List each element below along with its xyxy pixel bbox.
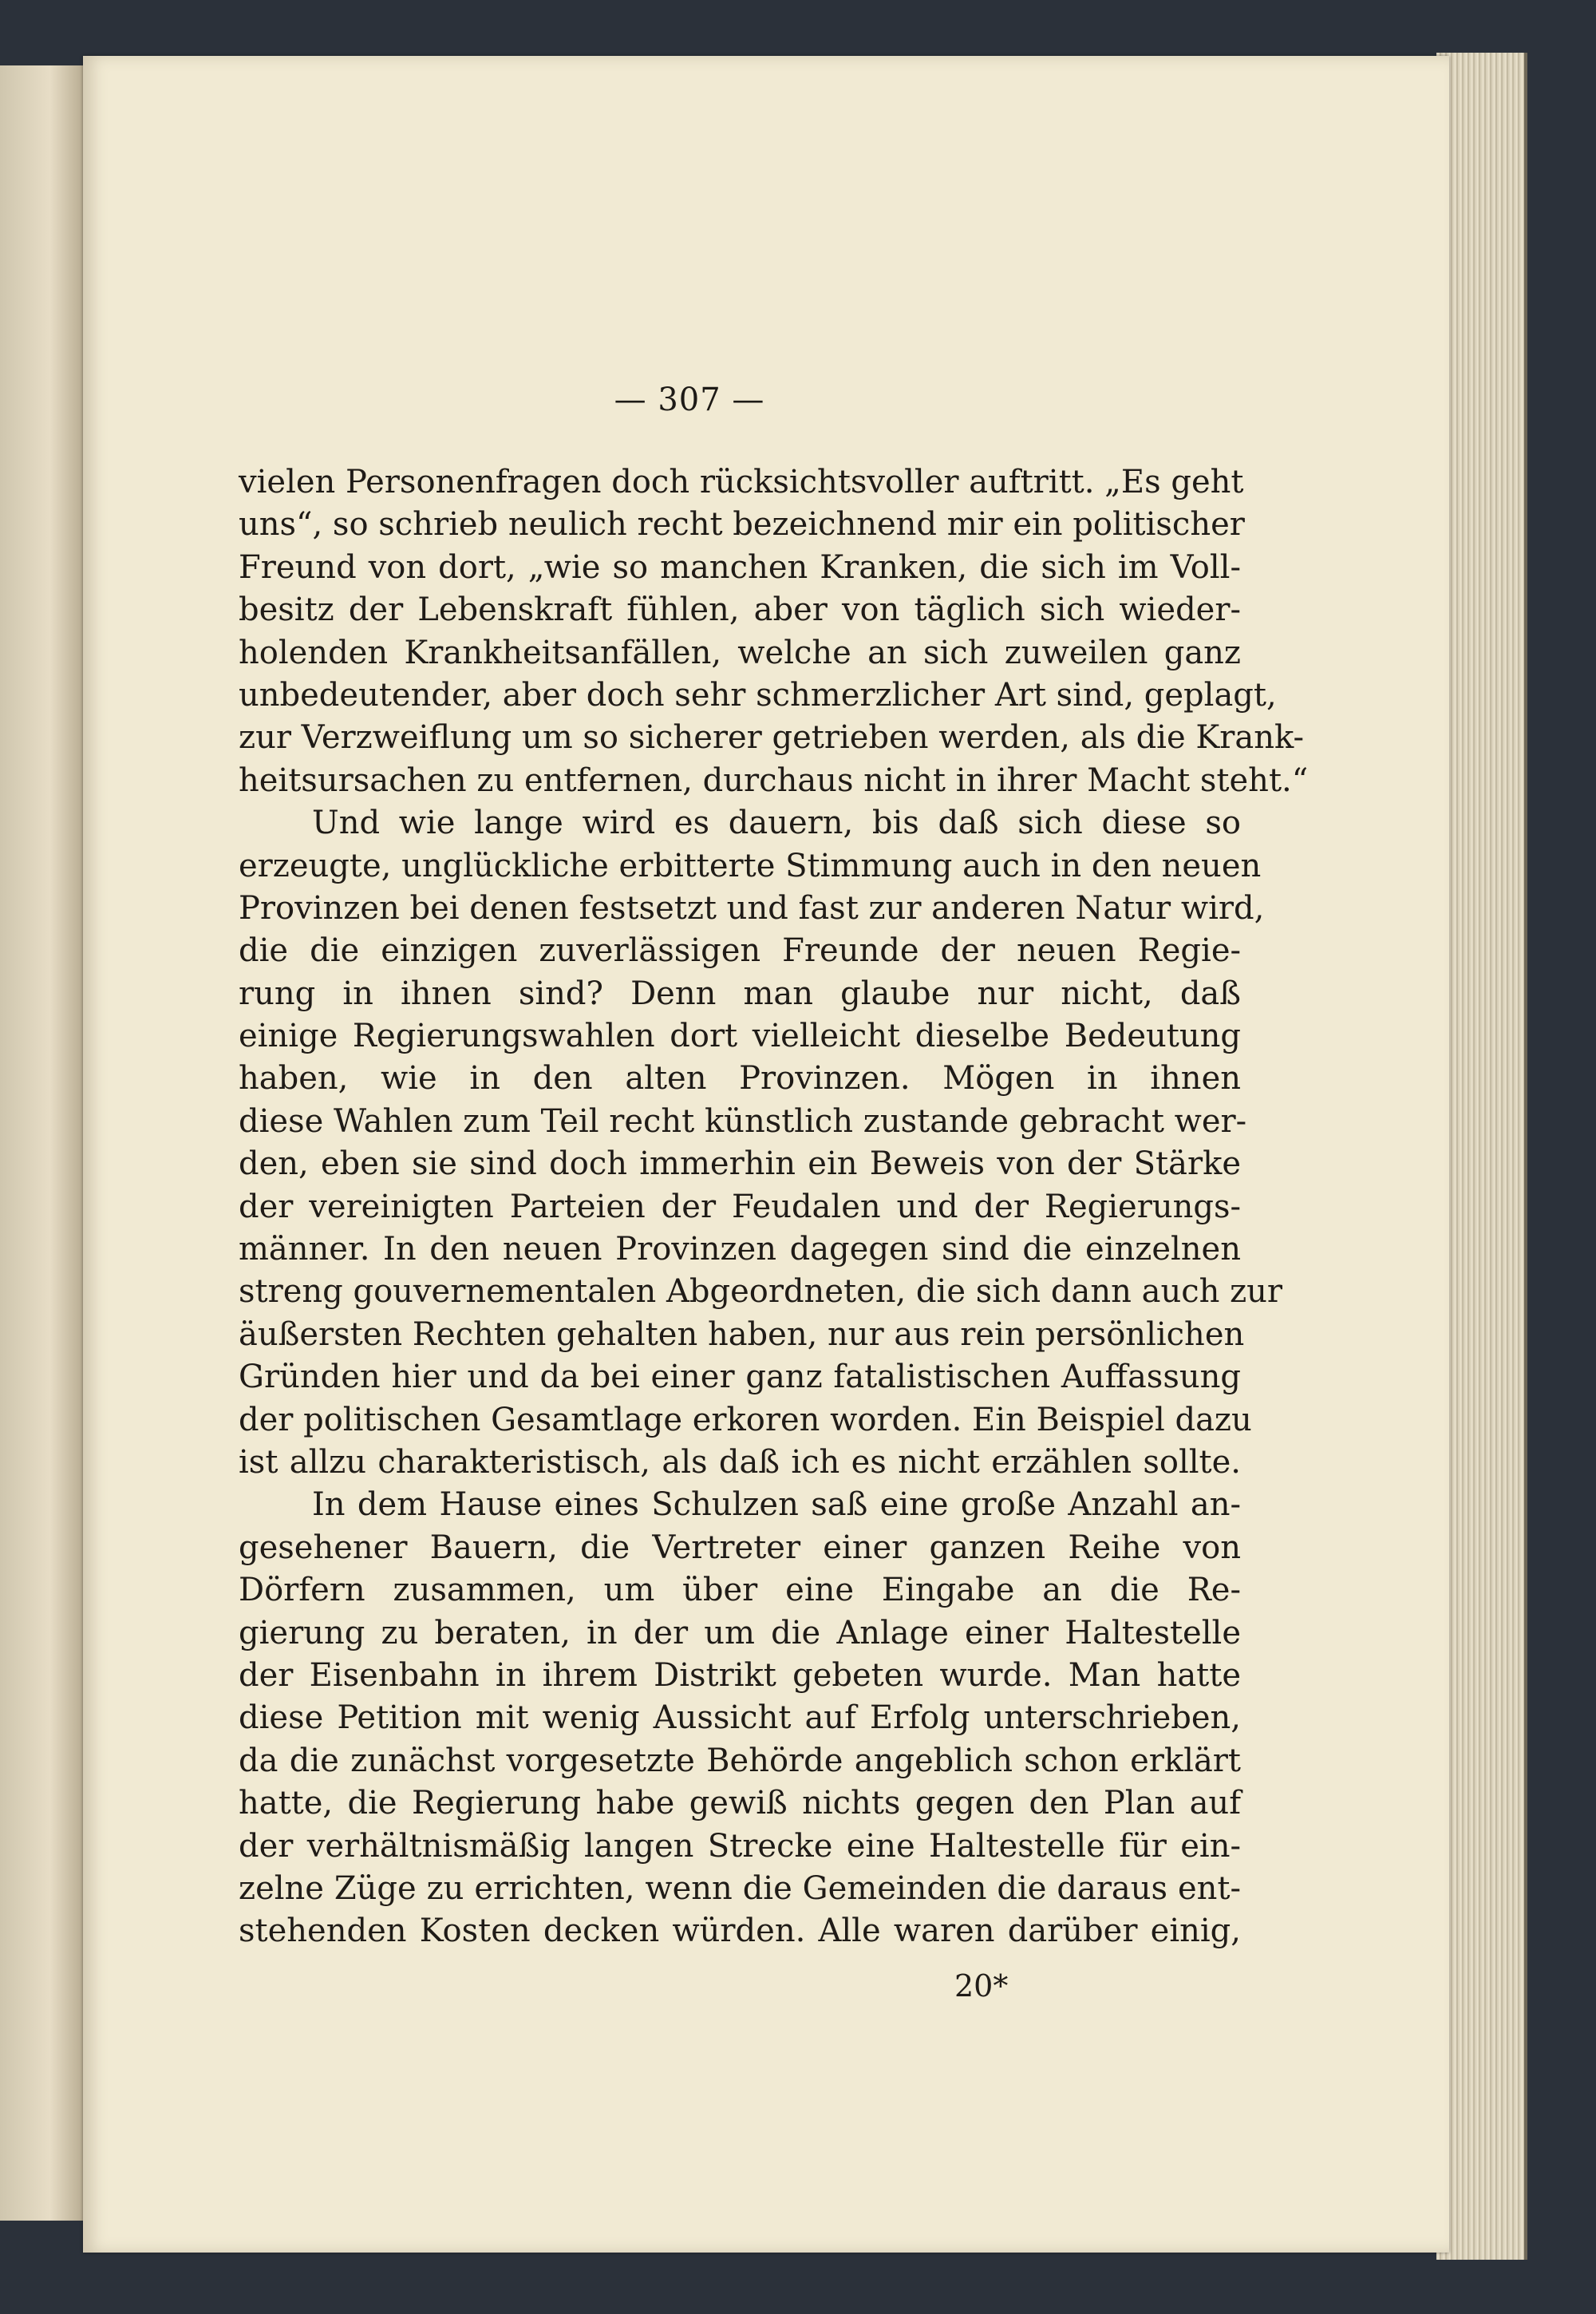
signature-mark: 20*: [954, 1968, 1009, 2003]
text-line: zur Verzweiflung um so sicherer getrieben werden, als die Krank-: [239, 719, 1305, 757]
text-line: da die zunächst vorgesetzte Behörde angeblich schon erklärt: [239, 1742, 1241, 1779]
text-line: einige Regierungswahlen dort vielleicht dieselbe Bedeutung: [239, 1018, 1241, 1055]
page-stack-edge: [1436, 53, 1527, 2260]
text-line: männer. In den neuen Provinzen dagegen sind die einzelnen: [239, 1231, 1241, 1268]
text-line: Freund von dort, „wie so manchen Kranken, die sich im Voll-: [239, 548, 1241, 586]
text-line: den, eben sie sind doch immerhin ein Beweis von der Stärke: [239, 1145, 1241, 1183]
text-line: unbedeutender, aber doch sehr schmerzlicher Art sind, geplagt,: [239, 676, 1277, 714]
text-line: In dem Hause eines Schulzen saß eine große Anzahl an-: [312, 1486, 1241, 1524]
text-line: besitz der Lebenskraft fühlen, aber von täglich sich wieder-: [239, 591, 1241, 629]
text-line: diese Petition mit wenig Aussicht auf Erfolg unterschrieben,: [239, 1699, 1241, 1737]
text-line: stehenden Kosten decken würden. Alle waren darüber einig,: [239, 1913, 1241, 1950]
text-line: vielen Personenfragen doch rücksichtsvoller auftritt. „Es geht: [239, 464, 1244, 500]
text-line: der vereinigten Parteien der Feudalen und der Regierungs-: [239, 1188, 1241, 1225]
text-line: zelne Züge zu errichten, wenn die Gemeinden die daraus ent-: [239, 1869, 1241, 1907]
body-text: [239, 461, 1309, 1953]
text-line: hatte, die Regierung habe gewiß nichts gegen den Plan auf: [239, 1785, 1241, 1822]
text-line: haben, wie in den alten Provinzen. Mögen in ihnen: [239, 1060, 1241, 1098]
text-line: gesehener Bauern, die Vertreter einer ganzen Reihe von: [239, 1529, 1241, 1566]
text-line: uns“, so schrieb neulich recht bezeichnend mir ein politischer: [239, 506, 1245, 544]
text-line: der politischen Gesamtlage erkoren worden. Ein Beispiel dazu: [239, 1401, 1252, 1438]
left-page-edge: [0, 65, 85, 2221]
text-line: die die einzigen zuverlässigen Freunde der neuen Regie-: [239, 932, 1241, 970]
text-line: Provinzen bei denen festsetzt und fast zur anderen Natur wird,: [239, 889, 1265, 927]
text-line: streng gouvernementalen Abgeordneten, die sich dann auch zur: [239, 1273, 1283, 1311]
book-page: [83, 56, 1449, 2253]
text-line: Gründen hier und da bei einer ganz fatalistischen Auffassung: [239, 1359, 1241, 1396]
text-line: ist allzu charakteristisch, als daß ich es nicht erzählen sollte.: [239, 1443, 1241, 1481]
text-line: diese Wahlen zum Teil recht künstlich zustande gebracht wer-: [239, 1102, 1247, 1140]
text-line: holenden Krankheitsanfällen, welche an sich zuweilen ganz: [239, 634, 1241, 671]
page-number: — 307 —: [614, 382, 765, 418]
text-line: der verhältnismäßig langen Strecke eine Haltestelle für ein-: [239, 1827, 1241, 1865]
text-line: Und wie lange wird es dauern, bis daß sich diese so: [312, 805, 1241, 842]
text-line: rung in ihnen sind? Denn man glaube nur nicht, daß: [239, 975, 1241, 1012]
text-line: erzeugte, unglückliche erbitterte Stimmung auch in den neuen: [239, 847, 1262, 884]
text-line: heitsursachen zu entfernen, durchaus nicht in ihrer Macht steht.“: [239, 761, 1309, 799]
text-line: äußersten Rechten gehalten haben, nur aus rein persönlichen: [239, 1315, 1245, 1353]
text-line: gierung zu beraten, in der um die Anlage einer Haltestelle: [239, 1614, 1241, 1651]
text-line: der Eisenbahn in ihrem Distrikt gebeten wurde. Man hatte: [239, 1656, 1241, 1694]
text-line: Dörfern zusammen, um über eine Eingabe an die Re-: [239, 1572, 1241, 1609]
